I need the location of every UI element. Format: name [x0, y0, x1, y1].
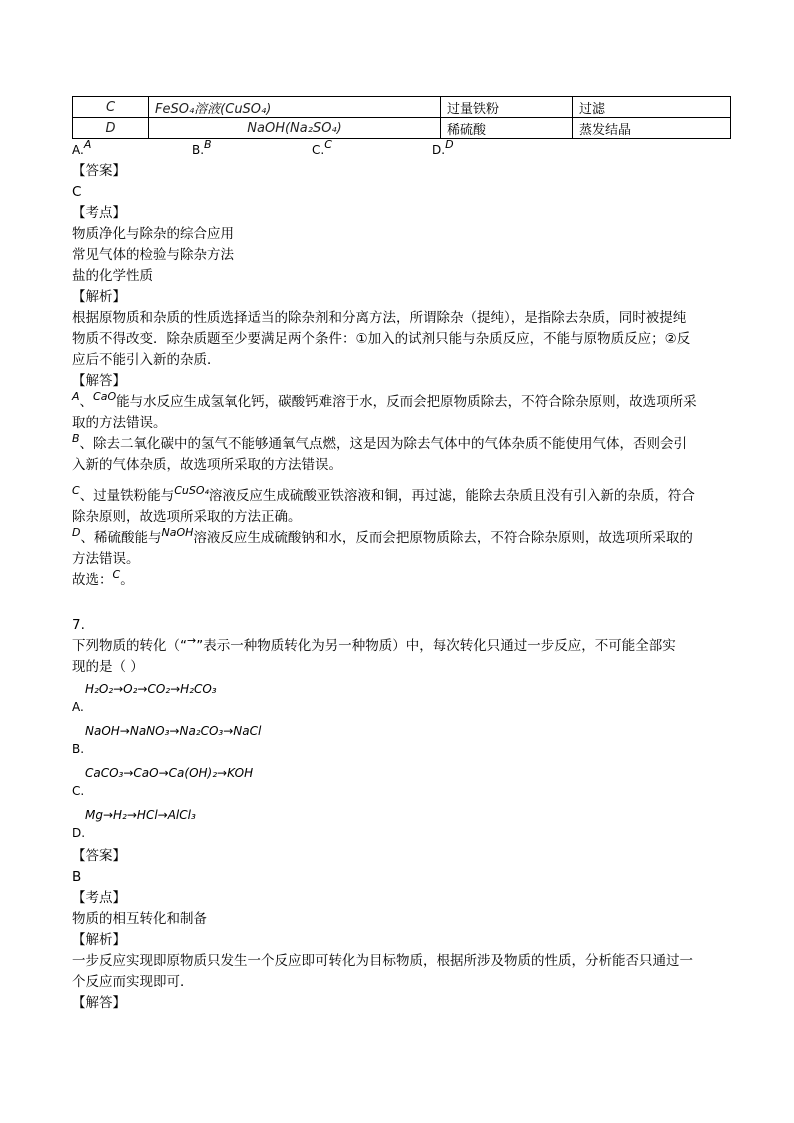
analysis-heading: 【解析】: [72, 932, 126, 948]
method-cell: 过滤: [573, 97, 731, 118]
question-stem: 下列物质的转化（“→”表示一种物质转化为另一种物质）中，每次转化只通过一步反应，不可能全部实: [72, 634, 676, 654]
analysis-line: 根据原物质和杂质的性质选择适当的除杂剂和分离方法，所谓除杂（提纯），是指除去杂质，同时被提纯: [72, 310, 687, 326]
method-cell: 蒸发结晶: [573, 118, 731, 139]
answer-heading: 【答案】: [72, 163, 126, 179]
reagent-cell: 过量铁粉: [441, 97, 573, 118]
solution-c-cont: 除杂原则，故选项所采取的方法正确。: [72, 509, 302, 525]
answer-heading: 【答案】: [72, 848, 126, 864]
solution-c: $^C$、过量铁粉能与$^{CuSO_4}$溶液反应生成硫酸亚铁溶液和铜，再过滤，能除去杂质且没有引入新的杂质，符合: [72, 484, 695, 504]
kaodian-item: 物质净化与除杂的综合应用: [72, 226, 234, 242]
analysis-line: 个反应而实现即可．: [72, 974, 194, 990]
sample-cell: FeSO₄溶液(CuSO₄): [149, 97, 441, 118]
arrow-icon: →: [187, 634, 197, 647]
choice-d: D. Mg→H₂→HCl→AlCl₃: [72, 808, 196, 840]
kaodian-item: 物质的相互转化和制备: [72, 911, 207, 927]
option-d: D.D: [432, 138, 454, 157]
answer-value: B: [72, 869, 82, 885]
question-stem-cont: 现的是（ ）: [72, 659, 144, 675]
table-row: [73, 97, 731, 118]
choice-a: A. H₂O₂→O₂→CO₂→H₂CO₃: [72, 682, 217, 714]
solution-d: $^D$、稀硫酸能与$^{NaOH}$溶液反应生成硫酸钠和水，反而会把原物质除去，不符合除杂原则，故选项所采取的: [72, 526, 693, 546]
solution-b-cont: 入新的气体杂质，故选项所采取的方法错误。: [72, 457, 342, 473]
table-row: [73, 118, 731, 139]
solution-heading: 【解答】: [72, 373, 126, 389]
kaodian-heading: 【考点】: [72, 890, 126, 906]
solution-heading: 【解答】: [72, 995, 126, 1011]
answer-value: C: [72, 184, 82, 200]
kaodian-item: 盐的化学性质: [72, 268, 153, 284]
solution-a-cont: 取的方法错误。: [72, 415, 167, 431]
option-c: C.C: [312, 138, 332, 157]
q6-options: [72, 139, 730, 161]
row-label: D: [73, 118, 149, 139]
choice-b: B. NaOH→NaNO₃→Na₂CO₃→NaCl: [72, 724, 262, 756]
kaodian-item: 常见气体的检验与除杂方法: [72, 247, 234, 263]
option-a: A.A: [72, 138, 92, 157]
kaodian-heading: 【考点】: [72, 205, 126, 221]
sample-cell: NaOH(Na₂SO₄): [149, 118, 441, 139]
page-content: [72, 96, 730, 1014]
options-table: [72, 96, 731, 139]
reagent-cell: 稀硫酸: [441, 118, 573, 139]
final-pick: 故选：$^C$。: [72, 568, 134, 588]
row-label: C: [73, 97, 149, 118]
analysis-line: 应后不能引入新的杂质．: [72, 352, 221, 368]
analysis-heading: 【解析】: [72, 289, 126, 305]
analysis-line: 物质不得改变．除杂质题至少要满足两个条件：①加入的试剂只能与杂质反应，不能与原物质反应；②反: [72, 331, 691, 347]
solution-a: $^A$、$^{CaO}$能与水反应生成氢氧化钙，碳酸钙难溶于水，反而会把原物质除去，不符合除杂原则，故选项所采: [72, 390, 697, 410]
option-b: B.B: [192, 138, 212, 157]
solution-b: $^B$、除去二氧化碳中的氢气不能够通氧气点燃，这是因为除去气体中的气体杂质不能使用气体，否则会引: [72, 432, 688, 452]
analysis-line: 一步反应实现即原物质只发生一个反应即可转化为目标物质，根据所涉及物质的性质，分析能否只通过一: [72, 953, 693, 969]
question-number: 7.: [72, 617, 85, 633]
solution-d-cont: 方法错误。: [72, 551, 140, 567]
choice-c: C. CaCO₃→CaO→Ca(OH)₂→KOH: [72, 766, 254, 798]
